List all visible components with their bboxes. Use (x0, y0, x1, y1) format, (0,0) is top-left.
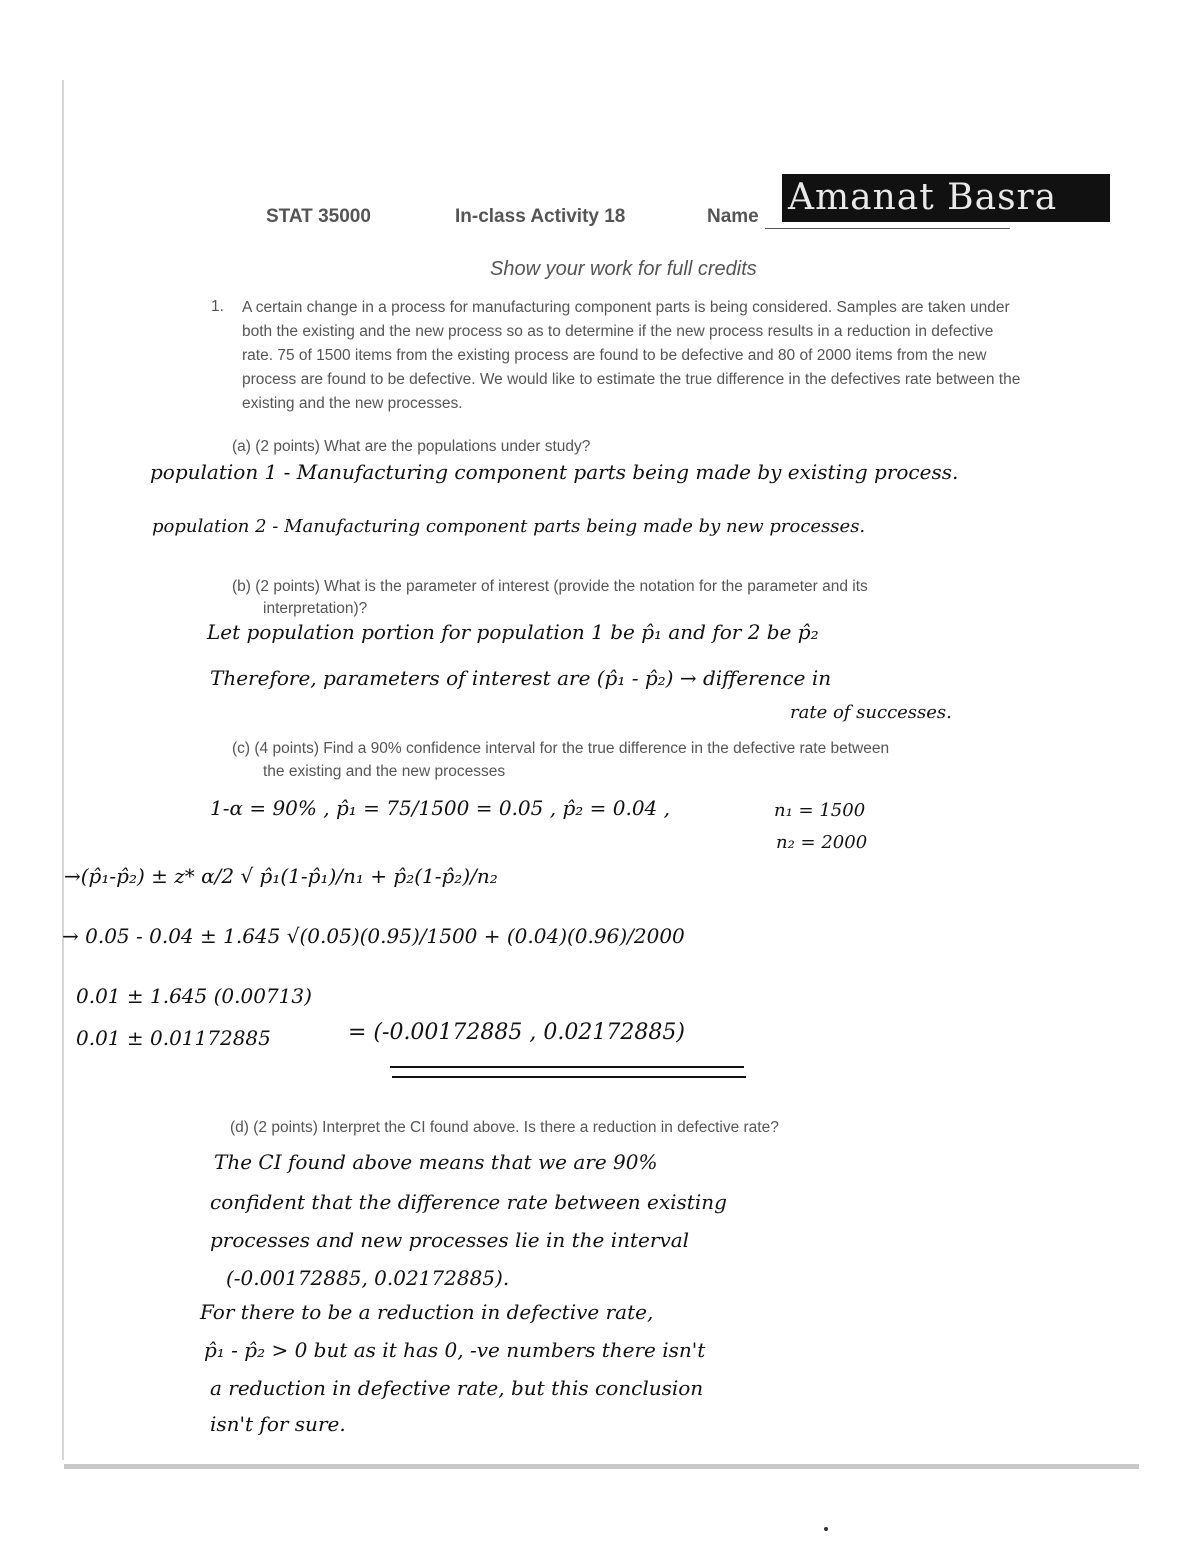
part-c-formula: →(p̂₁-p̂₂) ± z* α/2 √ p̂₁(1-p̂₁)/n₁ + p̂₂(1-p̂₂)/n₂ (64, 864, 498, 888)
part-d-answer-line-6: p̂₁ - p̂₂ > 0 but as it has 0, -ve numbers there isn't (204, 1338, 706, 1362)
part-c-step-2: 0.01 ± 0.01172885 (76, 1026, 271, 1050)
part-a-answer-line-2: population 2 - Manufacturing component parts being made by new processes. (152, 516, 866, 537)
part-c-substitution: → 0.05 - 0.04 ± 1.645 √(0.05)(0.95)/1500 + (0.04)(0.96)/2000 (62, 924, 685, 948)
scan-edge-left (62, 80, 64, 1460)
name-underline (765, 228, 1010, 229)
part-d-answer-line-4: (-0.00172885, 0.02172885). (226, 1266, 510, 1290)
part-d-answer-line-8: isn't for sure. (210, 1412, 346, 1436)
part-c-prompt-line-1: (c) (4 points) Find a 90% confidence interval for the true difference in the defective rate between (232, 740, 890, 757)
part-d-answer-line-3: processes and new processes lie in the interval (210, 1228, 690, 1252)
part-b-prompt-line-2: interpretation)? (263, 600, 368, 617)
result-underline-1 (390, 1066, 744, 1068)
subtitle: Show your work for full credits (490, 258, 757, 280)
part-d-answer-line-7: a reduction in defective rate, but this conclusion (210, 1376, 704, 1400)
part-d-answer-line-5: For there to be a reduction in defective rate, (200, 1300, 654, 1324)
course-code: STAT 35000 (266, 206, 371, 227)
part-c-given-values: 1-α = 90% , p̂₁ = 75/1500 = 0.05 , p̂₂ = 0.04 , (210, 796, 670, 820)
scan-speck (824, 1527, 828, 1531)
result-underline-2 (392, 1076, 746, 1078)
part-d-answer-line-1: The CI found above means that we are 90% (214, 1150, 658, 1174)
part-b-answer-line-3: rate of successes. (790, 702, 952, 723)
activity-title: In-class Activity 18 (455, 206, 626, 227)
name-label: Name (707, 206, 759, 227)
part-d-answer-line-2: confident that the difference rate between existing (210, 1190, 727, 1214)
part-c-n1: n₁ = 1500 (774, 800, 866, 821)
part-c-n2: n₂ = 2000 (776, 832, 868, 853)
part-c-prompt-line-2: the existing and the new processes (263, 763, 506, 780)
part-a-answer-line-1: population 1 - Manufacturing component parts being made by existing process. (150, 460, 959, 484)
part-b-prompt-line-1: (b) (2 points) What is the parameter of interest (provide the notation for the parameter and its (232, 578, 868, 595)
part-a-prompt: (a) (2 points) What are the populations under study? (232, 438, 591, 455)
student-name: Amanat Basra (782, 174, 1110, 222)
part-c-result-interval: = (-0.00172885 , 0.02172885) (348, 1020, 685, 1045)
question-number: 1. (211, 298, 224, 315)
part-d-prompt: (d) (2 points) Interpret the CI found above. Is there a reduction in defective rate? (230, 1119, 779, 1136)
part-c-step-1: 0.01 ± 1.645 (0.00713) (76, 984, 312, 1008)
question-text: A certain change in a process for manufacturing component parts is being considered. Samples are taken under both the existing and the new process so as to determine if the new process results in a reduction in defective rate. 75 of 1500 items from the existing process are found to be defective and 80 of 2000 items from the new process are found to be defective. We would like to estimate the true difference in the defectives rate between the existing and the new processes. (242, 299, 1021, 412)
part-b-answer-line-2: Therefore, parameters of interest are (p̂₁ - p̂₂) → difference in (210, 666, 832, 690)
scan-edge-bottom (64, 1464, 1139, 1469)
part-b-answer-line-1: Let population portion for population 1 be p̂₁ and for 2 be p̂₂ (207, 620, 819, 644)
